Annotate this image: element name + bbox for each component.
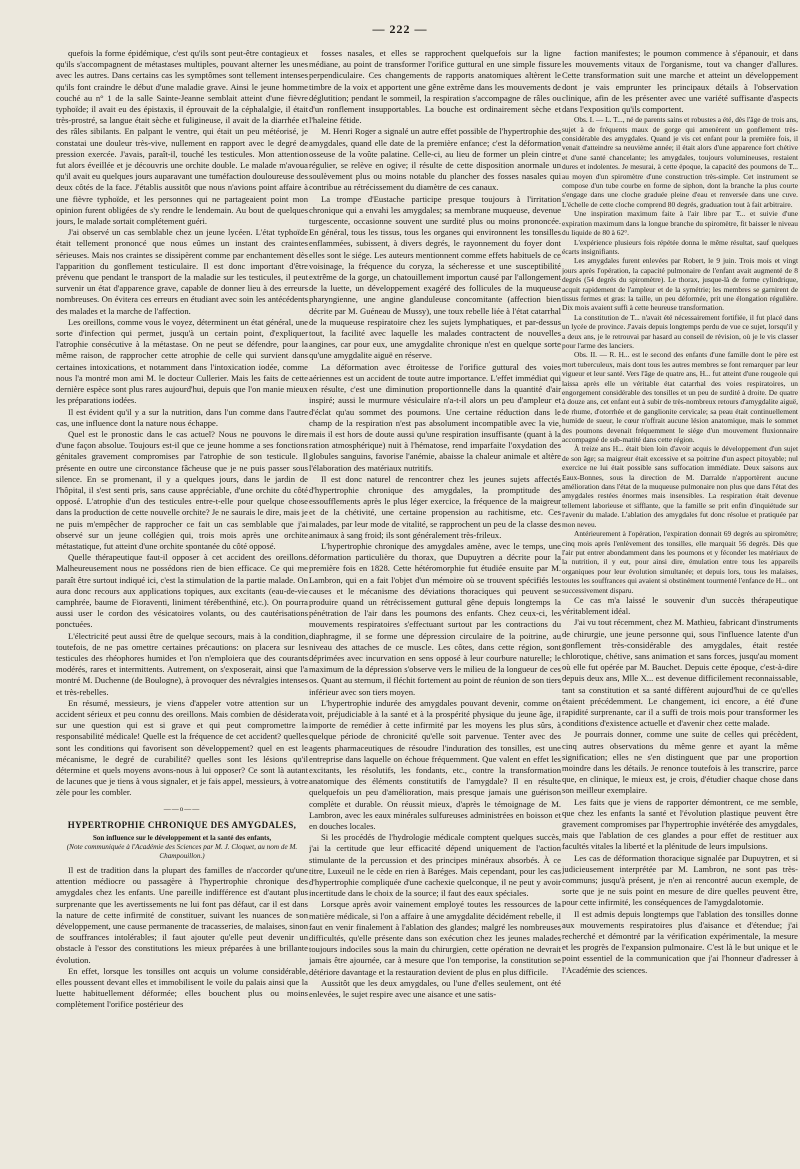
paragraph: Il est évident qu'il y a sur la nutrition, dans l'un comme dans l'autre cas, une influence dont la nature nous échappe. bbox=[56, 406, 308, 428]
paragraph: Quel est le pronostic dans le cas actuel? Nous ne pouvons le dire d'une façon absolue. Toujours est-il que ce jeune homme a ses fonctions génitales gravement compromises par l'atrophie de son testicule. Il présente en outre une circonstance fâcheuse que je ne puis passer sous silence. En se promenant, il y a quelques jours, dans le jardin de l'hôpital, il s'est senti pris, sans cause appréciable, d'une orchite du côté opposé. L'atrophie d'un des testicules entre-t-elle pour quelque chose dans la production de cette nouvelle orchite? Je ne saurais le dire, mais je ne puis m'empêcher de rapprocher ce fait un cas semblable que j'ai observé sur un jeune collégien qui, trois mois après une orchite métastatique, fut atteint d'une orchite spontanée du côté opposé. bbox=[56, 428, 308, 551]
paragraph: Lorsque après avoir vainement employé toutes les ressources de la matière médicale, si l'on a affaire à une amygdalite décidément rebelle, il faut en venir finalement à l'ablation des glandes; malgré les nombreuses difficultés, qu'elle présente dans son exécution chez les jeunes malades toujours indociles sous la main du chirurgien, cette opération ne devrait jamais être ajournée, car à mesure que l'on temporise, la constitution se détériore davantage et la restauration devient de plus en plus difficile. bbox=[309, 899, 561, 977]
paragraph: L'hypertrophie indurée des amygdales pouvant devenir, comme on voit, préjudiciable à la santé et à la prospérité physique du jeune âge, il importe de remédier à cette infirmité par les moyens les plus sûrs, à quelque période de chronicité qu'elle soit parvenue. Tenter avec des agents pharmaceutiques de résoudre l'induration des tonsilles, est une entreprise dans laquelle on échoue fréquemment. Que valent en effet les excitants, les résolutifs, les fondants, etc., contre la transformation anatomique des éléments constitutifs de l'amygdale? Il en résulte quelquefois un peu d'amélioration, mais presque jamais une guérison complète et durable. On réussit mieux, d'après le témoignage de M. Lambron, avec les eaux minérales sulfureuses administrées en boisson et en douches locales. bbox=[309, 697, 561, 832]
paragraph: M. Henri Roger a signalé un autre effet possible de l'hypertrophie des amygdales, quand elle date de la première enfance; c'est la déformation osseuse de la voûte palatine. Celle-ci, au lieu de former un plein cintre régulier, se relève en ogive; il résulte de cette disposition anormale un soulèvement plus ou moins notable du plancher des fosses nasales qui contribue au rétrécissement du diamètre de ces canaux. bbox=[309, 126, 561, 193]
section-title: HYPERTROPHIE CHRONIQUE DES AMYGDALES, bbox=[67, 819, 297, 830]
paragraph: quefois la forme épidémique, c'est qu'ils sont peut-être contagieux et qu'ils s'accompagnent de métastases multiples, pouvant alterner les unes avec les autres. Dans certains cas les symptômes sont tellement intenses qu'ils font craindre le début d'une maladie grave. Ainsi le jeune homme couché au n° 1 de la salle Sainte-Jeanne semblait atteint d'une fièvre typhoïde; il avait eu des épistaxis, il éprouvait de la céphalalgie, il était très-prostré, sa langue était sèche et fuligineuse, il avait de la diarrhée et des râles sibilants. En palpant le ventre, qui était un peu météorisé, je constatai une douleur très-vive, nullement en rapport avec le degré de pression exercée. J'avais, paraît-il, touché les testicules. Mon attention fut alors éveillée et je découvris une orchite double. Le malade m'avoua qu'il avait eu quelques jours auparavant une tuméfaction douloureuse des deux côtés de la face. J'établis aussitôt que nous n'avions point affaire à une fièvre typhoïde, et les personnes qui ne partageaient point mon opinion furent obligées de s'y rendre le lendemain. Au bout de quelques jours, le malade sortait complétement guéri. bbox=[56, 48, 308, 227]
paragraph: Si les procédés de l'hydrologie médicale comptent quelques succès, j'ai la certitude que leur efficacité dépend uniquement de l'action stimulante de la percussion et des principes minéraux absorbés. À ce titre, Luxeuil ne le cède en rien à Baréges. Mais cependant, pour les cas d'hypertrophie compliquée d'une cachexie quelconque, il ne peut y avoir incertitude dans le choix de la source; il faut des eaux spéciales. bbox=[309, 832, 561, 899]
section-note: (Note communiquée à l'Académie des Sciences par M. J. Cloquet, au nom de M. Champouillon.) bbox=[66, 843, 298, 861]
paragraph: Aussitôt que les deux amygdales, ou l'une d'elles seulement, ont été enlevées, le sujet respire avec une aisance et une satis- bbox=[309, 977, 561, 1000]
column-left-body bbox=[56, 48, 308, 799]
paragraph: Quelle thérapeutique faut-il opposer à cet accident des oreillons. Malheureusement nous ne possédons rien de bien efficace. Ce qui me paraît être surtout indiqué ici, c'est la stimulation de la partie malade. On aura donc recours aux applications topiques, aux excitants (eau-de-vie camphrée, baume de Fioraventi, liniment térébenthiné, etc.). On pourra aussi user le cordon des vésicatoires volants, ou des cautérisations ponctuées. bbox=[56, 552, 308, 630]
paragraph: J'ai vu tout récemment, chez M. Mathieu, fabricant d'instruments de chirurgie, une jeune personne qui, sous l'influence latente d'un gonflement très-considérable des amygdales, était restée chlorotique, chétive, sans animation et sans forces, jusqu'au moment où elle fut opérée par M. Bauchet. Depuis cette époque, c'est-à-dire depuis deux ans, Mlle X... est devenue difficilement reconnaissable, tant sa constitution et sa santé diffèrent aujourd'hui de ce qu'elles étaient précédemment. Le changement, ici encore, a été d'une rapidité surprenante, car il a suffi de trois mois pour transformer les conditions d'existence actuelle et d'avenir chez cette malade. bbox=[562, 617, 798, 729]
column-right-body-2 bbox=[562, 595, 798, 976]
paragraph: L'électricité peut aussi être de quelque secours, mais à la condition, toutefois, de ne pas omettre certaines précautions: on placera sur les testicules des rhéophores humides et l'on n'emploiera que des courants modérés, rares et intermittents. Autrement, on s'exposerait, ainsi que l'a montré M. Duchenne (de Boulogne), à provoquer des névralgies intenses et très-rebelles. bbox=[56, 630, 308, 697]
paragraph: Il est de tradition dans la plupart des familles de n'accorder qu'une attention médiocre ou passagère à l'hypertrophie chronique des amygdales chez les enfants. Une pareille indifférence est d'autant plus surprenante que les avertissements ne lui font pas défaut, car il est dans la nature de cette infirmité de constituer, suivant les nuances de son développement, une cause permanente de tracasseries, de malaises, sinon de souffrances intolérables; il faut ajouter qu'elle peut devenir un obstacle à l'essor des constitutions les mieux préparées à une brillante évolution. bbox=[56, 865, 308, 965]
paragraph: Obs. II. — R. H... est le second des enfants d'une famille dont le père est mort tuberculeux, mais dont tous les autres membres se font remarquer par leur vigueur et leur santé. Vers l'âge de quatre ans, H... fut atteint d'une rougeole qui laissa après elle un véritable état catarrhal des voies respiratoires, un engorgement considérable des tonsilles et un peu de surdité à droite. De quatre à douze ans, cet enfant eut à subir de très-nombreux retours d'amygdalite aiguë, de rhume, d'otorrhée et de ganglionite cervicale; sa peau était continuellement humide de sueur, le cœur n'offrait aucune lésion anatomique, mais le sommet des poumons devenait fréquemment le siége d'un mouvement fluxionnaire accompagné de sub-matité dans cette région. bbox=[562, 350, 798, 445]
column-right bbox=[562, 48, 798, 1160]
column-right-body bbox=[562, 48, 798, 115]
paragraph: Les cas de déformation thoracique signalée par Dupuytren, et si judicieusement interprétée par M. Lambron, ne sont pas très-communs; jusqu'à présent, je n'en ai rencontré aucun exemple, de sorte que je ne suis point en mesure de dire quelles peuvent être, pour cette infirmité, les conséquences de l'amygdalotomie. bbox=[562, 852, 798, 908]
section-subtitle bbox=[56, 834, 308, 861]
paragraph: Obs. I. — L. T..., né de parents sains et robustes a été, dès l'âge de trois ans, sujet à de fréquents maux de gorge qui amenèrent un gonflement très-considérable des amygdales. Quand je vis cet enfant pour la première fois, il venait d'atteindre sa neuvième année; il était alors d'une apparence fort chétive et d'une santé chancelante; les amygdales, toujours volumineuses, restaient dures et indolentes. Je mesurai, à cette époque, la capacité des poumons de T... au moyen d'un spiromètre d'une construction très-simple. Cet instrument se compose d'un tube courbe en forme de siphon, dont la branche la plus courte s'engage dans une cloche graduée pleine d'eau et renversée dans une cuve. L'échelle de cette cloche comprend 80 degrés, graduation tout à fait arbitraire. bbox=[562, 115, 798, 209]
observations-block bbox=[562, 115, 798, 595]
column-left-body-2 bbox=[56, 865, 308, 1011]
column-middle bbox=[309, 48, 561, 1160]
paragraph: La constitution de T... n'avait été nécessairement fortifiée, il fut placé dans un lycée de province. J'avais depuis longtemps perdu de vue ce sujet, lorsqu'il y a deux ans, je le retrouvai par hasard au conseil de révision, où je le vis classer pour l'arme des lanciers. bbox=[562, 312, 798, 350]
paragraph: Je pourrais donner, comme une suite de celles qui précèdent, cinq autres observations du même genre et ayant la même signification; elles ne s'en distinguent que par une proportion moindre dans les détails. Je renonce toutefois à les transcrire, parce que, en clinique, le mieux est, je crois, d'étudier chaque chose dans son meilleur exemplaire. bbox=[562, 729, 798, 796]
page-number: — 222 — bbox=[365, 22, 435, 37]
paragraph: La déformation avec étroitesse de l'orifice guttural des voies aériennes est un accident de toute autre importance. L'effet immédiat qui en résulte, c'est une diminution proportionnelle dans la quantité d'air inspiré; aussi le murmure vésiculaire n'a-t-il alors un peu d'ampleur et d'éclat qu'au sommet des poumons. Une certaine réduction dans le champ de la respiration n'est pas absolument incompatible avec la vie, mais il est hors de doute aussi qu'une respiration insuffisante (quant à la ration atmosphérique) nuit à l'hématose, rend imparfaite l'oxydation des globules sanguins, favorise l'anémie, abaisse la chaleur animale et altère l'élaboration des matériaux nutritifs. bbox=[309, 361, 561, 473]
paragraph: faction manifestes; le poumon commence à s'épanouir, et dans les mouvements vitaux de l'organisme, tout va changer d'allures. Cette transformation suit une marche et atteint un développement dont je vais emprunter les principaux détails à l'observation clinique, afin de les présenter avec une variété suffisante d'aspects dans l'exposition qu'ils comportent. bbox=[562, 48, 798, 115]
paragraph: fosses nasales, et elles se rapprochent quelquefois sur la ligne médiane, au point de transformer l'orifice guttural en une simple fissure perpendiculaire. Ces changements de rapports anatomiques altèrent le timbre de la voix et apportent une gêne extrême dans les mouvements de déglutition; pendant le sommeil, la respiration s'accompagne de râles ou d'un ronflement insupportables. La bouche est ordinairement sèche et l'haleine fétide. bbox=[309, 48, 561, 126]
column-middle-body bbox=[309, 48, 561, 1000]
section-separator: ——o—— bbox=[163, 804, 201, 813]
section-subtitle-text: Son influence sur le développement et la santé des enfants, bbox=[92, 834, 272, 843]
paragraph: Les faits que je viens de rapporter démontrent, ce me semble, que chez les enfants la santé et l'évolution plastique peuvent être gravement compromises par l'hypertrophie invétérée des amygdales, mais que l'ablation de ces glandes a pour effet de restituer aux facultés vitales la liberté et la plénitude de leurs impulsions. bbox=[562, 796, 798, 852]
paragraph: Une inspiration maximum faite à l'air libre par T... et suivie d'une expiration maximum dans la longue branche du spiromètre, fit baisser le niveau du liquide de 80 à 62°. bbox=[562, 209, 798, 238]
paragraph: L'hypertrophie chronique des amygdales amène, avec le temps, une déformation particulière du thorax, que Dupuytren a décrite pour la première fois en 1828. Cette hétéromorphie fut étudiée ensuite par M. Lambron, qui en a fait l'objet d'un mémoire où se trouvent spécifiés les causes et le mécanisme des déviations thoraciques qui peuvent se produire quand un rétrécissement guttural gêne depuis longtemps la pénétration de l'air dans les poumons des enfants. Chez ceux-ci, les mouvements respiratoires s'effectuant surtout par les contractions du diaphragme, il se forme une dépression circulaire de la poitrine, au niveau des attaches de ce muscle. Les côtes, dans cette région, sont déprimées avec incurvation en sens opposé à leur courbure naturelle; le maximum de la dépression s'observe vers le milieu de la longueur de ces os. Quant au sternum, il fléchit fortement au point de réunion de son tiers inférieur avec son tiers moyen. bbox=[309, 540, 561, 697]
paragraph: À treize ans H... était bien loin d'avoir acquis le développement d'un sujet de son âge; sa maigreur était excessive et sa poitrine d'un aspect pitoyable; nul exercice ne lui était possible sans suffocation immédiate. Deux saisons aux Eaux-Bonnes, sous la direction de M. Darralde n'apportèrent aucune amélioration dans l'état de la muqueuse pulmonaire non plus que dans l'état des amygdales restées énormes mais insensibles. La respiration était devenue tellement laborieuse et sifflante, que la famille se prit enfin d'inquiétude sur l'avenir du malade. L'ablation des amygdales fut donc résolue et pratiquée par mon neveu. bbox=[562, 444, 798, 529]
paragraph: Antérieurement à l'opération, l'expiration donnait 69 degrés au spiromètre; cinq mois après l'enlèvement des tonsilles, elle marquait 56 degrés. Dès que l'air put entrer abondamment dans les poumons et y féconder les matériaux de la nutrition, il y eut, pour ainsi dire, émulation entre tous les appareils organiques pour leur évolution simultanée; et depuis lors, tous les malaises, toutes les souffrances qui avaient si obstinément tourmenté l'enfance de H... ont successivement disparu. bbox=[562, 529, 798, 595]
column-left bbox=[56, 48, 308, 1160]
paragraph: La trompe d'Eustache participe presque toujours à l'irritation chronique qui a envahi les amygdales; sa membrane muqueuse, devenue turgescente, occasionne souvent une surdité plus ou moins prononcée. En général, tous les tissus, tous les organes qui environnent les tonsilles enflammées, subissent, à divers degrés, le rayonnement du foyer dont elles sont le siége. Les auteurs mentionnent comme effets habituels de ce voisinage, la fréquence du coryza, la sécheresse et une susceptibilité extrême de la gorge, un chatouillement importun causé par l'allongement de la luette, un développement exagéré des follicules de la muqueuse pharyngienne, une angine glanduleuse concomitante (affection bien décrite par M. Guéneau de Mussy), une toux rebelle liée à l'état catarrhal de la muqueuse respiratoire chez les sujets lymphatiques, et par-dessus tout, la facilité avec laquelle les malades contractent de nouvelles angines, car pour eux, une amygdalite chronique n'est en quelque sorte qu'une amygdalite aiguë en réserve. bbox=[309, 193, 561, 361]
paragraph: Les oreillons, comme vous le voyez, déterminent un état général, une sorte d'infection qui permet, jusqu'à un certain point, d'expliquer l'atrophie consécutive à la métastase. On ne peut se défendre, pour la même raison, de rapprocher cette atrophie de celle qui survient dans certaines intoxications, et notamment dans l'intoxication iodée, comme nous l'a montré mon ami M. le docteur Cullerier. Mais les faits de cette dernière espèce sont plus rares aujourd'hui, depuis que l'on manie mieux les préparations iodées. bbox=[56, 316, 308, 406]
paragraph: Ce cas m'a laissé le souvenir d'un succès thérapeutique véritablement idéal. bbox=[562, 594, 798, 617]
paragraph: J'ai observé un cas semblable chez un jeune lycéen. L'état typhoïde était tellement prononcé que nous eûmes un instant des craintes sérieuses. Mais nos craintes se dissipèrent comme par enchantement dès l'apparition du gonflement testiculaire. Il est donc important d'être prévenu que pendant le transport de la maladie sur les testicules, il peut survenir un état d'apparence grave, capable de donner lieu à des erreurs nombreuses. On évitera ces erreurs en étudiant avec soin les antécédents des malades et la marche de l'affection. bbox=[56, 227, 308, 316]
paragraph: Il est donc naturel de rencontrer chez les jeunes sujets affectés d'hypertrophie chronique des amygdales, la promptitude des essoufflements après le plus léger exercice, la fréquence de la maigreur et de la chétivité, une certaine propension au rachitisme, etc. Ces malades, par leur mode de vitalité, se rapprochent un peu de la classe des animaux à sang froid; ils sont généralement très-frileux. bbox=[309, 473, 561, 540]
paragraph: L'expérience plusieurs fois répétée donna le même résultat, sauf quelques écarts insignifiants. bbox=[562, 237, 798, 256]
paragraph: Les amygdales furent enlevées par Robert, le 9 juin. Trois mois et vingt jours après l'opération, la capacité pulmonaire de l'enfant avait augmenté de 8 degrés (54 degrés du spiromètre). Le thorax, jusque-là de forme cylindrique, acquit rapidement de l'ampleur et de la symétrie; les membres se garnirent de tissus fermes et gras: la taille, un peu déformée, prit une élongation régulière. Dix mois avaient suffi à cette heureuse transformation. bbox=[562, 256, 798, 313]
paragraph: En résumé, messieurs, je viens d'appeler votre attention sur un accident sérieux et peu connu des oreillons. Mais combien de désiderata sur une question qui est si grave et qui peut compromettre la responsabilité médicale! Quelle est la fréquence de cet accident? quelles sont les conditions qui favorisent son développement? quel en est le mécanisme, le degré de curabilité? quelles sont les lésions qu'il détermine et quels moyens avons-nous à lui opposer? Ce sont là autant de lacunes que je tiens à vous signaler, et je fais appel, messieurs, à votre zèle pour les combler. bbox=[56, 697, 308, 798]
paragraph: En effet, lorsque les tonsilles ont acquis un volume considérable, elles poussent devant elles et immobilisent le voile du palais ainsi que la luette habituellement déformée; elles bouchent plus ou moins complètement l'orifice postérieur des bbox=[56, 965, 308, 1010]
paragraph: Il est admis depuis longtemps que l'ablation des tonsilles donne aux mouvements respiratoires plus d'aisance et d'étendue; j'ai recherché et démontré par la vérification expérimentale, la mesure et les progrès de l'expansion pulmonaire. C'est là le but unique et le point essentiel de la communication que j'ai l'honneur d'adresser à l'Académie des sciences. bbox=[562, 908, 798, 975]
